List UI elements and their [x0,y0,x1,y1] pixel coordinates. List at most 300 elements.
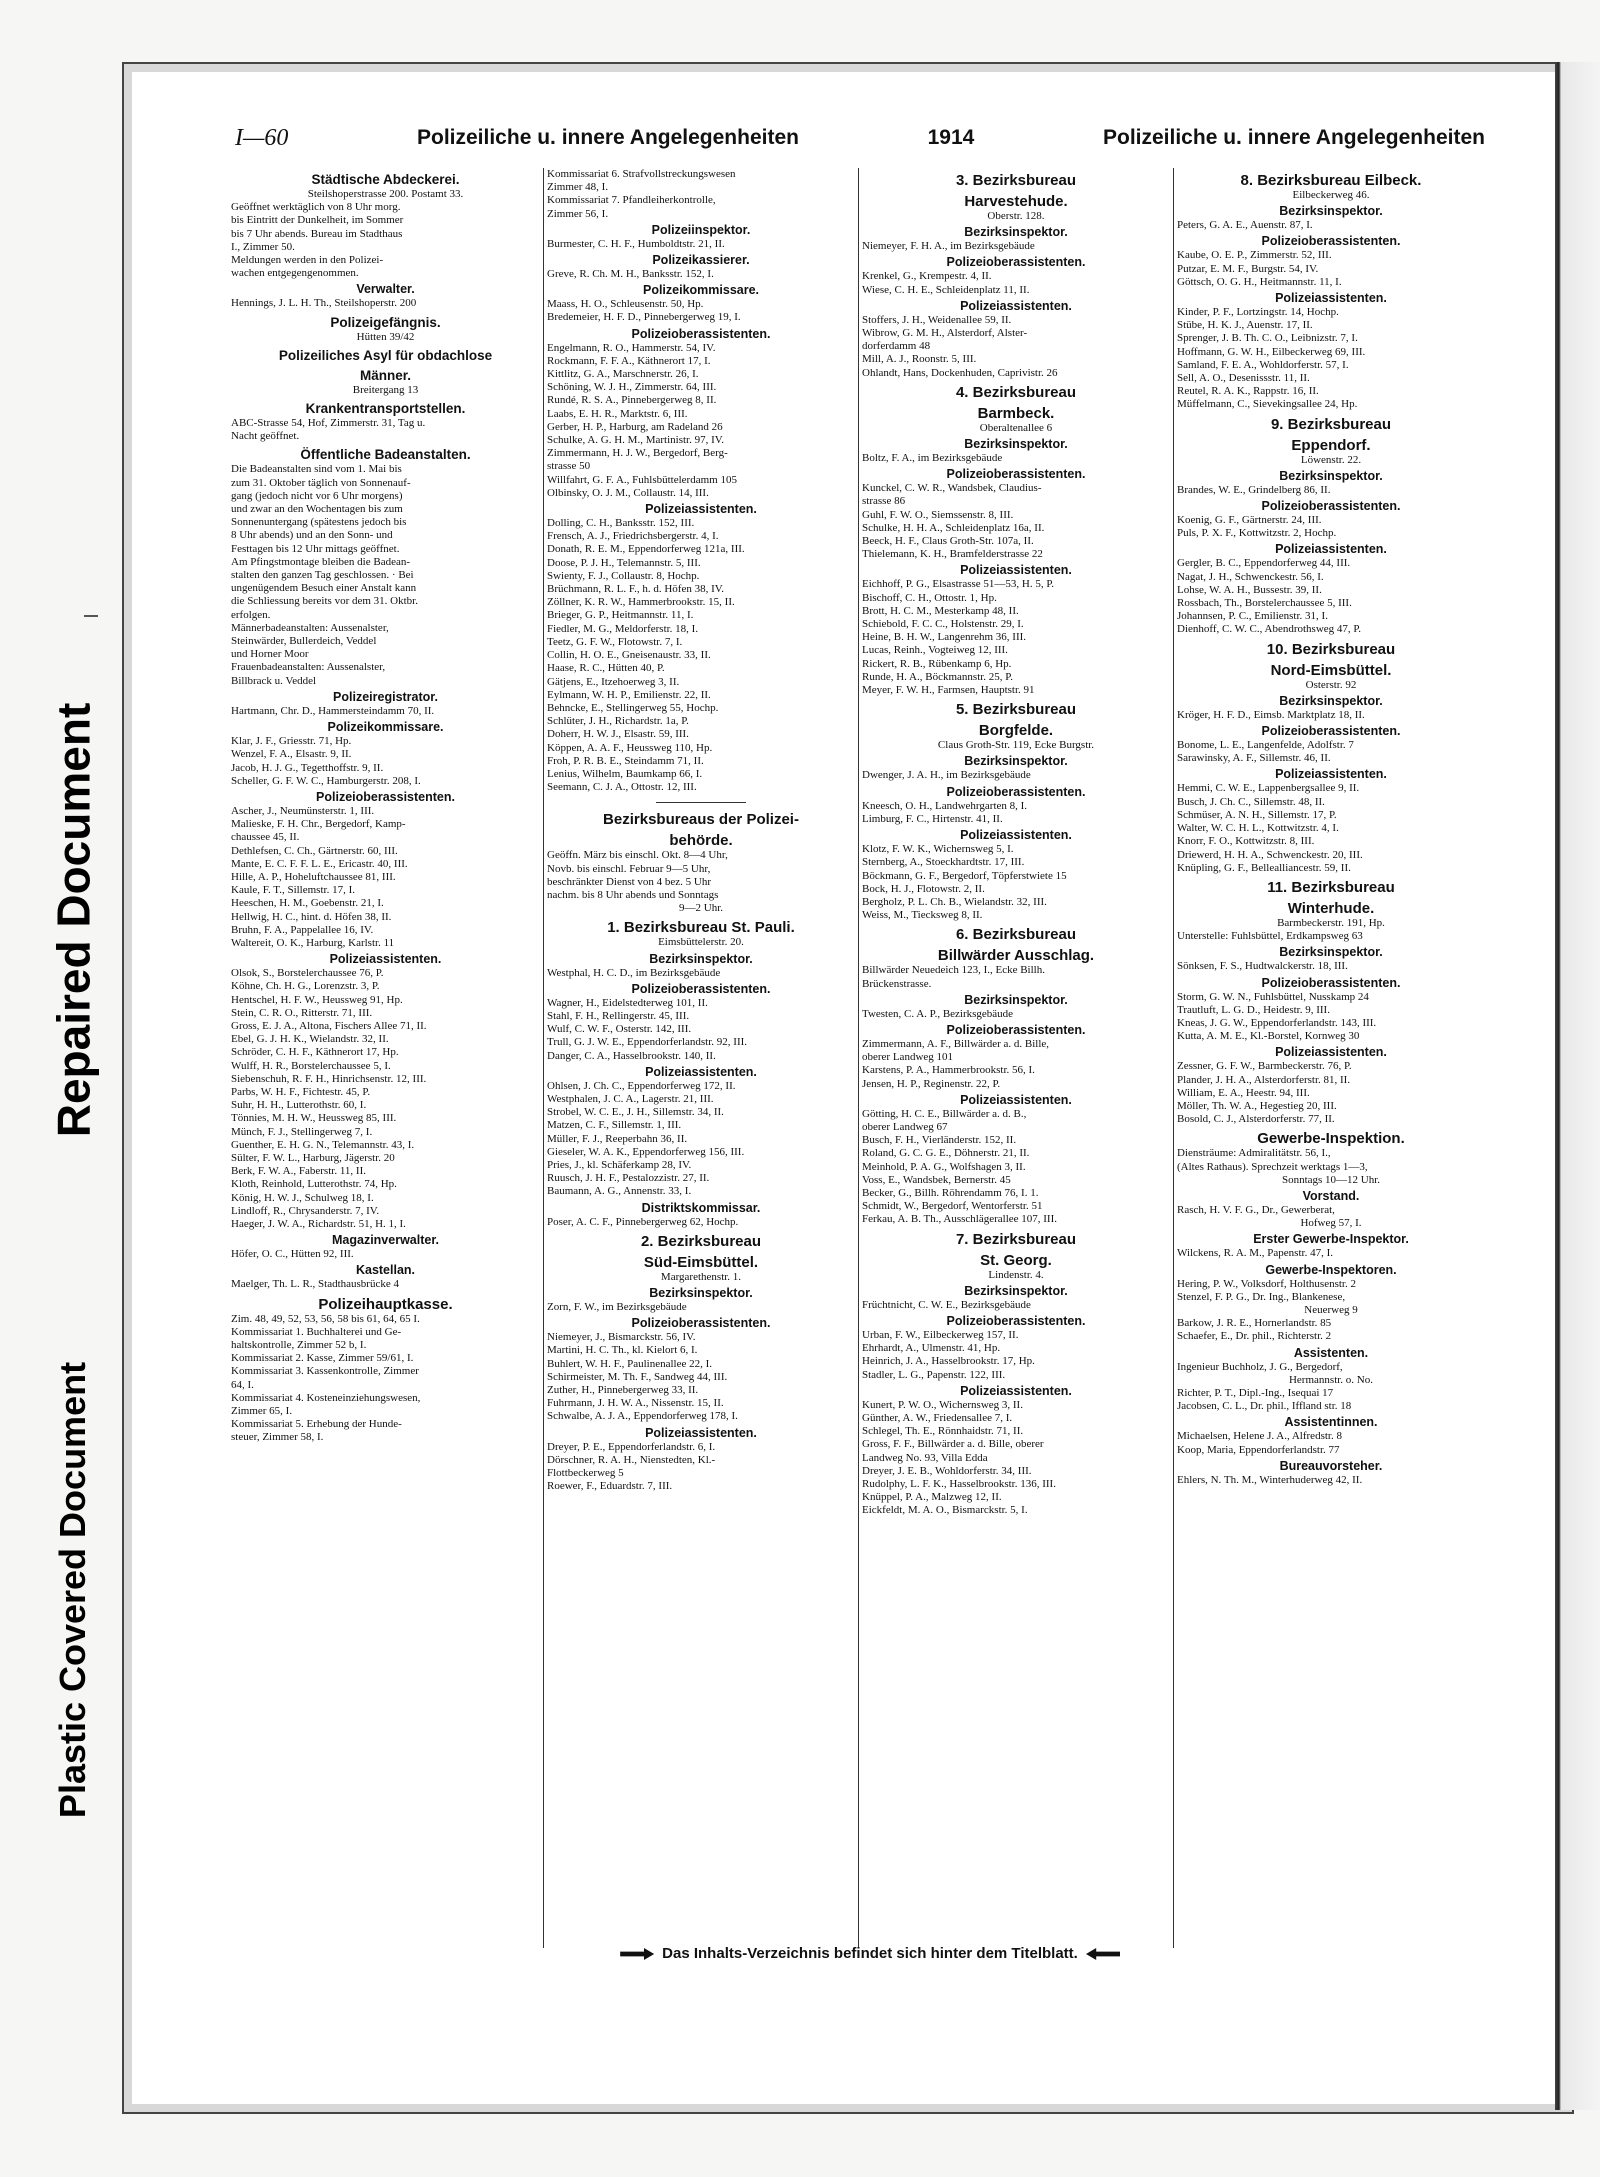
entry-line: Böckmann, G. F., Bergedorf, Töpferstwiete 15 [862,869,1067,882]
entry-line: Stadler, L. G., Papenstr. 122, III. [862,1368,1006,1381]
section-heading: Öffentliche Badeanstalten. [300,447,471,463]
entry-line: Peters, G. A. E., Auenstr. 87, I. [1177,219,1313,232]
role-heading: Bezirksinspektor. [964,992,1068,1007]
entry-line: Engelmann, R. O., Hammerstr. 54, IV. [547,341,716,354]
entry-line: Zimmermann, H. J. W., Bergedorf, Berg- [547,447,728,460]
entry-line: Westphal, H. C. D., im Bezirksgebäude [547,966,721,979]
entry-line: Lucas, Reinh., Vogteiweg 12, III. [862,644,1008,657]
entry-line: (Altes Rathaus). Sprechzeit werktags 1—3, [1177,1160,1368,1173]
entry-line: Sonnenuntergang (spätestens jedoch bis [231,516,407,529]
role-heading: Bezirksinspektor. [964,754,1068,769]
entry-line: Festtagen bis 12 Uhr mittags geöffnet. [231,542,400,555]
entry-line: Dörschner, R. A. H., Nienstedten, Kl.- [547,1453,716,1466]
entry-line: Kunckel, C. W. R., Wandsbek, Claudius- [862,482,1042,495]
entry-line: Schmidt, W., Bergedorf, Wentorferstr. 51 [862,1200,1043,1213]
entry-line: Heine, B. H. W., Langenrehm 36, III. [862,631,1027,644]
entry-line: Stein, C. R. O., Ritterstr. 71, III. [231,1006,373,1019]
entry-line: Kneas, J. G. W., Eppendorferlandstr. 143, III. [1177,1016,1377,1029]
entry-line: Zimmermann, A. F., Billwärder a. d. Bille, [862,1037,1050,1050]
entry-line: Bosold, C. J., Alsterdorferstr. 77, II. [1177,1113,1335,1126]
role-heading: Assistentinnen. [1284,1415,1378,1430]
role-heading: Kastellan. [355,1263,416,1278]
bureau-heading: 7. Bezirksbureau [955,1230,1077,1248]
entry-line: Malieske, F. H. Chr., Bergedorf, Kamp- [231,818,406,831]
address-line: Sonntags 10—12 Uhr. [1281,1173,1381,1186]
entry-line: steuer, Zimmer 58, I. [231,1431,324,1444]
entry-line: Roland, G. C. G. E., Döhnerstr. 21, II. [862,1147,1030,1160]
entry-line: 8 Uhr abends) und an den Sonn- und [231,529,393,542]
entry-line: Siebenschuh, R. F. H., Hinrichsenstr. 12, III. [231,1072,427,1085]
section-heading: Polizeiliches Asyl für obdachlose [278,347,493,363]
entry-line: Heeschen, H. M., Goebenstr. 21, I. [231,897,384,910]
role-heading: Polizeioberassistenten. [1261,975,1401,990]
bureau-heading: Süd-Eimsbüttel. [643,1253,759,1271]
entry-line: stalten den ganzen Tag geschlossen. · Bei [231,569,414,582]
entry-line: bis Eintritt der Dunkelheit, im Sommer [231,214,404,227]
header-title-left: Polizeiliche u. innere Angelegenheiten [417,126,799,149]
section-rule [656,802,746,803]
entry-line: Jacob, H. J. G., Tegetthoffstr. 9, II. [231,761,384,774]
bureau-heading: 9. Bezirksbureau [1270,415,1392,433]
address-line: Hermannstr. o. No. [1288,1373,1373,1386]
entry-line: Kommissariat 4. Kosteneinziehungswesen, [231,1391,421,1404]
entry-line: Johannsen, P. C., Emilienstr. 31, I. [1177,610,1328,623]
entry-line: Billwärder Neuedeich 123, I., Ecke Billh. [862,964,1045,977]
entry-line: Willfahrt, G. F. A., Fuhlsbüttelerdamm 105 [547,473,737,486]
entry-line: Geöffnet werktäglich von 8 Uhr morg. [231,201,401,214]
entry-line: Köhne, Ch. H. G., Lorenzstr. 3, P. [231,980,380,993]
entry-line: Greve, R. Ch. M. H., Banksstr. 152, I. [547,268,714,281]
entry-line: Gross, E. J. A., Altona, Fischers Allee 71, II. [231,1019,427,1032]
entry-line: Laabs, E. H. R., Marktstr. 6, III. [547,407,688,420]
role-heading: Polizeikassierer. [652,253,750,268]
entry-line: Dolling, C. H., Banksstr. 152, III. [547,517,695,530]
entry-line: Sell, A. O., Desenissstr. 11, II. [1177,372,1310,385]
column-2 [543,168,858,1948]
entry-line: chaussee 45, II. [231,831,300,844]
entry-line: Stoffers, J. H., Weidenallee 59, II. [862,313,1012,326]
entry-line: Novb. bis einschl. Februar 9—5 Uhr, [547,862,711,875]
entry-line: Maass, H. O., Schleusenstr. 50, Hp. [547,298,704,311]
entry-line: Rickert, R. B., Rübenkamp 6, Hp. [862,657,1012,670]
entry-line: Lenius, Wilhelm, Baumkamp 66, I. [547,767,703,780]
address-line: Eimsbüttelerstr. 20. [658,936,744,949]
entry-line: Strobel, W. C. E., J. H., Sillemstr. 34, II. [547,1106,724,1119]
entry-line: Becker, G., Billh. Röhrendamm 76, I. 1. [862,1186,1039,1199]
bureau-heading: behörde. [669,832,733,850]
entry-line: William, E. A., Heestr. 94, III. [1177,1086,1310,1099]
role-heading: Polizeioberassistenten. [946,467,1086,482]
entry-line: Eichhoff, P. G., Elsastrasse 51—53, H. 5, P. [862,578,1054,591]
entry-line: Buhlert, W. H. F., Paulinenallee 22, I. [547,1357,713,1370]
entry-line: Limburg, F. C., Hirtenstr. 41, II. [862,812,1003,825]
entry-line: Kneesch, O. H., Landwehrgarten 8, I. [862,799,1028,812]
role-heading: Polizeioberassistenten. [946,784,1086,799]
entry-line: Maelger, Th. L. R., Stadthausbrücke 4 [231,1278,399,1291]
entry-line: bis 7 Uhr abends. Bureau im Stadthaus [231,227,403,240]
entry-line: Zim. 48, 49, 52, 53, 56, 58 bis 61, 64, 65 I. [231,1312,420,1325]
role-heading: Bezirksinspektor. [964,437,1068,452]
entry-line: Kommissariat 5. Erhebung der Hunde- [231,1418,402,1431]
entry-line: Seemann, C. J. A., Ottostr. 12, III. [547,781,697,794]
entry-line: Zimmer 48, I. [547,181,609,194]
entry-line: Bredemeier, H. F. D., Pinnebergerweg 19, I. [547,311,741,324]
entry-line: Ehlers, N. Th. M., Winterhuderweg 42, II. [1177,1473,1363,1486]
role-heading: Erster Gewerbe-Inspektor. [1253,1232,1409,1247]
entry-line: Fuhrmann, J. H. W. A., Nissenstr. 15, II. [547,1397,724,1410]
entry-line: Plander, J. H. A., Alsterdorferstr. 81, II. [1177,1073,1351,1086]
entry-line: Thielemann, K. H., Bramfelderstrasse 22 [862,548,1043,561]
entry-line: Donath, R. E. M., Eppendorferweg 121a, III. [547,543,745,556]
entry-line: Dwenger, J. A. H., im Bezirksgebäude [862,769,1031,782]
repaired-document-label: Repaired Document [47,702,99,1138]
bureau-heading: Harvestehude. [964,193,1068,210]
entry-line: Matzen, C. F., Sillemstr. 1, III. [547,1119,682,1132]
role-heading: Polizeiassistenten. [645,1064,757,1079]
entry-line: Richter, P. T., Dipl.-Ing., Isequai 17 [1177,1386,1334,1399]
entry-line: Schmüser, A. N. H., Sillemstr. 17, P. [1177,808,1337,821]
entry-line: Brüchmann, R. L. F., h. d. Höfen 38, IV. [547,583,725,596]
section-heading: Männer. [359,367,411,383]
entry-line: Schlüter, J. H., Richardstr. 1a, P. [547,715,689,728]
entry-line: Haeger, J. W. A., Richardstr. 51, H. 1, I. [231,1218,406,1230]
entry-line: Koop, Maria, Eppendorferlandstr. 77 [1177,1443,1340,1456]
entry-line: Teetz, G. F. W., Flotowstr. 7, I. [547,635,683,648]
role-heading: Polizeiassistenten. [329,952,442,967]
entry-line: I., Zimmer 50. [231,240,295,253]
entry-line: Twesten, C. A. P., Bezirksgebäude [862,1007,1014,1020]
role-heading: Polizeioberassistenten. [946,1313,1086,1328]
entry-line: Knüpling, G. F., Bellealliancestr. 59, II. [1177,861,1351,874]
entry-line: Die Badeanstalten sind vom 1. Mai bis [231,463,402,476]
role-heading: Bezirksinspektor. [649,951,753,966]
entry-line: Haase, R. C., Hütten 40, P. [547,662,665,675]
entry-line: Ruusch, J. H. F., Pestalozzistr. 27, II. [547,1172,710,1185]
entry-line: Sülter, F. W. L., Harburg, Jägerstr. 20 [231,1151,395,1164]
bureau-heading: Gewerbe-Inspektion. [1257,1130,1405,1148]
plastic-covered-label: Plastic Covered Document [52,1361,94,1819]
entry-line: Pries, J., kl. Schäferkamp 28, IV. [547,1158,692,1171]
entry-line: Voss, E., Wandsbek, Bernerstr. 45 [862,1173,1011,1186]
section-heading: Krankentransportstellen. [305,401,466,417]
address-line: Eilbeckerweg 46. [1292,189,1370,201]
bureau-heading: 8. Bezirksbureau Eilbeck. [1240,172,1422,189]
bureau-heading: 6. Bezirksbureau [955,926,1077,944]
entry-line: Schulke, H. H. A., Schleidenplatz 16a, II. [862,521,1045,534]
entry-line: Zimmer 65, I. [231,1405,293,1418]
entry-line: Möller, Th. W. A., Hegestieg 20, III. [1177,1099,1337,1112]
entry-line: Burmester, C. H. F., Humboldtstr. 21, II. [547,237,725,250]
entry-line: Bruhn, F. A., Pappelallee 16, IV. [231,923,374,936]
header-year: 1914 [927,126,975,149]
entry-line: Boltz, F. A., im Bezirksgebäude [862,452,1003,465]
section-heading: Polizeigefängnis. [330,314,441,330]
entry-line: Wagner, H., Eidelstedterweg 101, II. [547,996,708,1009]
entry-line: Klar, J. F., Griesstr. 71, Hp. [231,735,352,748]
entry-line: dorferdamm 48 [862,340,931,353]
entry-line: Eickfeldt, M. A. O., Bismarckstr. 5, I. [862,1504,1028,1517]
bureau-heading: 2. Bezirksbureau [640,1232,762,1250]
entry-line: Scheller, G. F. W. C., Hamburgerstr. 208, I. [231,774,421,787]
entry-line: Kröger, H. F. D., Eimsb. Marktplatz 18, II. [1177,708,1365,721]
bureau-heading: Barmbeck. [977,404,1055,422]
address-line: Löwenstr. 22. [1300,453,1362,466]
role-heading: Polizeiassistenten. [645,502,757,517]
entry-line: und zwar an den Wochentagen bis zum [231,503,403,516]
entry-line: Niemeyer, J., Bismarckstr. 56, IV. [547,1331,696,1344]
entry-line: Beeck, H. F., Claus Groth-Str. 107a, II. [862,535,1034,548]
entry-line: Wulf, C. W. F., Osterstr. 142, III. [547,1023,692,1036]
entry-line: Knüppel, P. A., Malzweg 12, II. [862,1491,1002,1504]
adjacent-page-edge [1555,62,1600,2110]
entry-line: Brott, H. C. M., Mesterkamp 48, II. [862,604,1019,617]
entry-line: Koenig, G. F., Gärtnerstr. 24, III. [1177,514,1322,527]
entry-line: Barkow, J. R. E., Hornerlandstr. 85 [1177,1317,1332,1330]
entry-line: Rossbach, Th., Borstelerchaussee 5, III. [1177,597,1352,610]
header-title-right: Polizeiliche u. innere Angelegenheiten [1103,126,1485,149]
entry-line: Männerbadeanstalten: Aussenalster, [231,621,389,634]
entry-line: oberer Landweg 101 [862,1051,954,1064]
entry-line: Nacht geöffnet. [231,430,300,443]
entry-line: Stahl, F. H., Rellingerstr. 45, III. [547,1009,690,1022]
role-heading: Polizeiinspektor. [651,222,751,237]
role-heading: Bezirksinspektor. [649,1286,753,1300]
entry-line: Meldungen werden in den Polizei- [231,254,384,267]
entry-line: Berk, F. W. A., Faberstr. 11, II. [231,1165,366,1178]
entry-line: ABC-Strasse 54, Hof, Zimmerstr. 31, Tag u. [231,417,426,430]
entry-line: Müffelmann, C., Sievekingsallee 24, Hp. [1177,398,1358,411]
entry-line: Driewerd, H. H. A., Schwenckestr. 20, III. [1177,848,1363,861]
entry-line: Frensch, A. J., Friedrichsbergerstr. 4, I. [547,530,719,543]
pointing-hand-icon [620,1948,654,1960]
entry-line: Hartmann, Chr. D., Hammersteindamm 70, II. [231,704,435,717]
entry-line: ungenügendem Besuch einer Anstalt kann [231,582,417,595]
address-line: Claus Groth-Str. 119, Ecke Burgstr. [937,739,1095,752]
entry-line: Kaule, F. T., Sillemstr. 17, I. [231,884,355,897]
role-heading: Polizeioberassistenten. [631,981,771,996]
role-heading: Polizeiregistrator. [333,689,438,704]
bureau-heading: Borgfelde. [978,722,1054,740]
entry-line: Ebel, G. J. H. K., Wielandstr. 32, II. [231,1033,389,1046]
footer-note: Das Inhalts-Verzeichnis befindet sich hinter dem Titelblatt. [470,1945,1270,1962]
entry-line: Wilckens, R. A. M., Papenstr. 47, I. [1177,1247,1333,1260]
role-heading: Polizeioberassistenten. [1261,724,1401,739]
entry-line: Guenther, E. H. G. N., Telemannstr. 43, I. [231,1138,415,1151]
role-heading: Polizeiassistenten. [1275,1045,1387,1060]
entry-line: Hennings, J. L. H. Th., Steilshoperstr. 200 [231,297,417,310]
entry-line: Hoffmann, G. W. H., Eilbeckerweg 69, III. [1177,345,1366,358]
pointing-hand-icon [1086,1948,1120,1960]
entry-line: Klotz, F. W. K., Wichernsweg 5, I. [862,843,1014,856]
entry-line: Knorr, F. O., Kottwitzstr. 8, III. [1177,835,1315,848]
role-heading: Bezirksinspektor. [1279,204,1383,219]
role-heading: Polizeiassistenten. [960,1092,1072,1107]
entry-line: Trull, G. J. W. E., Eppendorferlandstr. 92, III. [547,1036,748,1049]
entry-line: Hentschel, H. F. W., Heussweg 91, Hp. [231,993,403,1006]
entry-line: Kommissariat 1. Buchhalterei und Ge- [231,1325,402,1338]
role-heading: Bezirksinspektor. [1279,693,1383,708]
role-heading: Polizeiassistenten. [1275,291,1387,306]
role-heading: Polizeiassistenten. [960,298,1072,313]
entry-line: beschränkter Dienst von 4 bez. 5 Uhr [547,875,712,888]
entry-line: Stenzel, F. P. G., Dr. Ing., Blankenese, [1177,1290,1346,1303]
entry-line: Kommissariat 2. Kasse, Zimmer 59/61, I. [231,1352,414,1365]
address-line: Margarethenstr. 1. [660,1270,742,1283]
entry-line: Danger, C. A., Hasselbrookstr. 140, II. [547,1049,716,1062]
entry-line: Jensen, H. P., Reginenstr. 22, P. [862,1077,1001,1090]
entry-line: Krenkel, G., Krempestr. 4, II. [862,270,992,283]
entry-line: Am Pfingstmontage bleiben die Badean- [231,555,411,568]
role-heading: Verwalter. [356,282,415,297]
entry-line: Günther, A. W., Friedensallee 7, I. [862,1411,1013,1424]
entry-line: Michaelsen, Helene J. A., Alfredstr. 8 [1177,1430,1342,1443]
entry-line: Bischoff, C. H., Ottostr. 1, Hp. [862,591,997,604]
role-heading: Bezirksinspektor. [1279,945,1383,960]
entry-line: Doherr, H. W. J., Elsastr. 59, III. [547,728,689,741]
entry-line: Lohse, W. A. H., Bussestr. 39, II. [1177,583,1322,596]
entry-line: Guhl, F. W. O., Siemssenstr. 8, III. [862,508,1014,521]
entry-line: Meyer, F. W. H., Farmsen, Hauptstr. 91 [862,684,1035,697]
entry-line: gang (jedoch nicht vor 6 Uhr morgens) [231,489,403,502]
entry-line: Karstens, P. A., Hammerbrookstr. 56, I. [862,1064,1035,1077]
entry-line: Mante, E. C. F. F. L. E., Ericastr. 40, III. [231,857,408,870]
entry-line: Rockmann, F. F. A., Käthnerort 17, I. [547,354,711,367]
column-3 [858,168,1173,1948]
entry-line: Ohlandt, Hans, Dockenhuden, Caprivistr. 26 [862,366,1058,379]
address-line: Breitergang 13 [352,383,419,396]
entry-line: Tönnies, M. H. W., Heussweg 85, III. [231,1112,397,1125]
entry-line: Dreyer, J. E. B., Wohldorferstr. 34, III. [862,1464,1032,1477]
entry-line: Unterstelle: Fuhlsbüttel, Erdkampsweg 63 [1177,930,1363,943]
bureau-heading: Eppendorf. [1291,436,1371,454]
entry-line: Roewer, F., Eduardstr. 7, III. [547,1480,673,1493]
role-heading: Polizeiassistenten. [1275,767,1387,782]
entry-line: Schlegel, Th. E., Rönnhaidstr. 71, II. [862,1425,1024,1438]
entry-line: Wulff, H. R., Borstelerchaussee 5, I. [231,1059,391,1072]
entry-line: Collin, H. O. E., Gneisenaustr. 33, II. [547,649,711,662]
role-heading: Polizeiassistenten. [645,1425,757,1440]
entry-line: Ohlsen, J. Ch. C., Eppendorferweg 172, II. [547,1079,736,1092]
entry-line: Flottbeckerweg 5 [547,1467,624,1480]
entry-line: Sternberg, A., Stoeckhardtstr. 17, III. [862,856,1025,869]
entry-line: Bergholz, P. L. Ch. B., Wielandstr. 32, III. [862,895,1047,908]
entry-line: strasse 50 [547,460,591,473]
section-heading: Städtische Abdeckerei. [311,172,460,187]
directory-columns [228,168,1490,1948]
entry-line: oberer Landweg 67 [862,1120,948,1133]
role-heading: Polizeioberassistenten. [631,326,771,341]
entry-line: Billbrack u. Veddel [231,674,317,687]
bureau-heading: 5. Bezirksbureau [955,701,1077,719]
column-4 [1173,168,1488,1948]
entry-line: Kommissariat 3. Kassenkontrolle, Zimmer [231,1365,419,1378]
entry-line: Sarawinsky, A. F., Sillemstr. 46, II. [1177,752,1331,765]
entry-line: Rasch, H. V. F. G., Dr., Gewerberat, [1177,1203,1335,1216]
role-heading: Bezirksinspektor. [964,225,1068,240]
role-heading: Polizeiassistenten. [960,1383,1072,1398]
bureau-heading: 10. Bezirksbureau [1266,640,1396,658]
entry-line: Suhr, H. H., Lutterothstr. 60, I. [231,1099,367,1112]
entry-line: Zimmer 56, I. [547,207,609,220]
entry-line: Müller, F. J., Reeperbahn 36, II. [547,1132,688,1145]
role-heading: Distriktskommissar. [641,1200,761,1215]
entry-line: und Horner Moor [231,648,309,661]
entry-line: Kaube, O. E. P., Zimmerstr. 52, III. [1177,249,1332,262]
entry-line: Wibrow, G. M. H., Alsterdorf, Alster- [862,327,1028,340]
entry-line: Busch, J. Ch. C., Sillemstr. 48, II. [1177,795,1325,808]
entry-line: Wiese, C. H. E., Schleidenplatz 11, II. [862,283,1030,296]
entry-line: Jacobsen, C. L., Dr. phil., Iffland str. 18 [1177,1400,1352,1413]
entry-line: Gätjens, E., Itzehoerweg 3, II. [547,675,680,688]
entry-line: Gergler, B. C., Eppendorferweg 44, III. [1177,557,1351,570]
entry-line: Puls, P. X. F., Kottwitzstr. 2, Hochp. [1177,527,1337,540]
entry-line: Fiedler, M. G., Meldorferstr. 18, I. [547,622,699,635]
entry-line: Poser, A. C. F., Pinnebergerweg 62, Hochp. [547,1215,739,1228]
entry-line: Olsok, S., Borstelerchaussee 76, P. [231,967,384,980]
entry-line: Sönksen, F. S., Hudtwalckerstr. 18, III. [1177,960,1348,973]
column-1 [228,168,543,1948]
entry-line: Bock, H. J., Flotowstr. 2, II. [862,882,985,895]
entry-line: Storm, G. W. N., Fuhlsbüttel, Nusskamp 24 [1177,990,1369,1003]
role-heading: Bezirksinspektor. [964,1283,1068,1298]
role-heading: Polizeiassistenten. [1275,542,1387,557]
entry-line: Zorn, F. W., im Bezirksgebäude [547,1301,687,1313]
entry-line: Brieger, G. P., Heitmannstr. 11, I. [547,609,694,622]
entry-line: Behncke, E., Stellingerweg 55, Hochp. [547,701,719,714]
entry-line: Münch, F. J., Stellingerweg 7, I. [231,1125,373,1138]
entry-line: Brandes, W. E., Grindelberg 86, II. [1177,483,1331,496]
entry-line: Busch, F. H., Vierländerstr. 152, II. [862,1134,1017,1147]
entry-line: Rudolphy, L. F. K., Hasselbrookstr. 136, III. [862,1478,1056,1490]
entry-line: Hellwig, H. C., hint. d. Höfen 38, II. [231,910,392,923]
address-line: Neuerweg 9 [1304,1303,1358,1316]
entry-line: Zuther, H., Pinnebergerweg 33, II. [547,1384,699,1397]
entry-line: die Schliessung bereits vor dem 31. Oktbr. [231,595,418,608]
entry-line: Waltereit, O. K., Harburg, Karlstr. 11 [231,936,395,949]
role-heading: Polizeikommissare. [642,283,760,298]
role-heading: Polizeioberassistenten. [946,255,1086,270]
address-line: Lindenstr. 4. [988,1268,1044,1281]
bureau-heading: Bezirksbureaus der Polizei- [603,811,799,829]
role-heading: Polizeioberassistenten. [1261,234,1401,249]
entry-line: Schirmeister, M. Th. F., Sandweg 44, III. [547,1370,728,1383]
entry-line: strasse 86 [862,495,906,508]
address-line: Steilshoperstrasse 200. Postamt 33. [307,188,464,200]
entry-line: Walter, W. C. H. L., Kottwitzstr. 4, I. [1177,822,1339,835]
address-line: Hütten 39/42 [356,330,415,343]
bureau-heading: Billwärder Ausschlag. [937,947,1095,965]
entry-line: Gieseler, W. A. K., Eppendorferweg 156, III. [547,1145,745,1158]
entry-line: Geöffn. März bis einschl. Okt. 8—4 Uhr, [547,849,728,862]
entry-line: Bonome, L. E., Langenfelde, Adolfstr. 7 [1177,739,1354,752]
entry-line: wachen entgegengenommen. [231,267,359,280]
role-heading: Assistenten. [1293,1345,1369,1360]
entry-line: Kinder, P. F., Lortzingstr. 14, Hochp. [1177,306,1339,319]
role-heading: Magazinverwalter. [332,1233,439,1248]
entry-line: Schöning, W. J. H., Zimmerstr. 64, III. [547,381,717,394]
address-line: Barmbeckerstr. 191, Hp. [1277,916,1385,929]
entry-line: Rundé, R. S. A., Pinnebergerweg 8, II. [547,394,717,407]
page-number: I—60 [235,124,289,151]
entry-line: Kloth, Reinhold, Lutterothstr. 74, Hp. [231,1178,397,1191]
entry-line: Schwalbe, A. J. A., Eppendorferweg 178, I. [547,1410,738,1423]
margin-mark [84,615,98,617]
running-header [235,122,1485,154]
entry-line: Sprenger, J. B. Th. C. O., Leibnizstr. 7, I. [1177,332,1358,345]
entry-line: Doose, P. J. H., Telemannstr. 5, III. [547,556,701,569]
entry-line: Kutta, A. M. E., Kl.-Borstel, Kornweg 30 [1177,1030,1360,1043]
entry-line: Ehrhardt, A., Ulmenstr. 41, Hp. [862,1342,1001,1355]
